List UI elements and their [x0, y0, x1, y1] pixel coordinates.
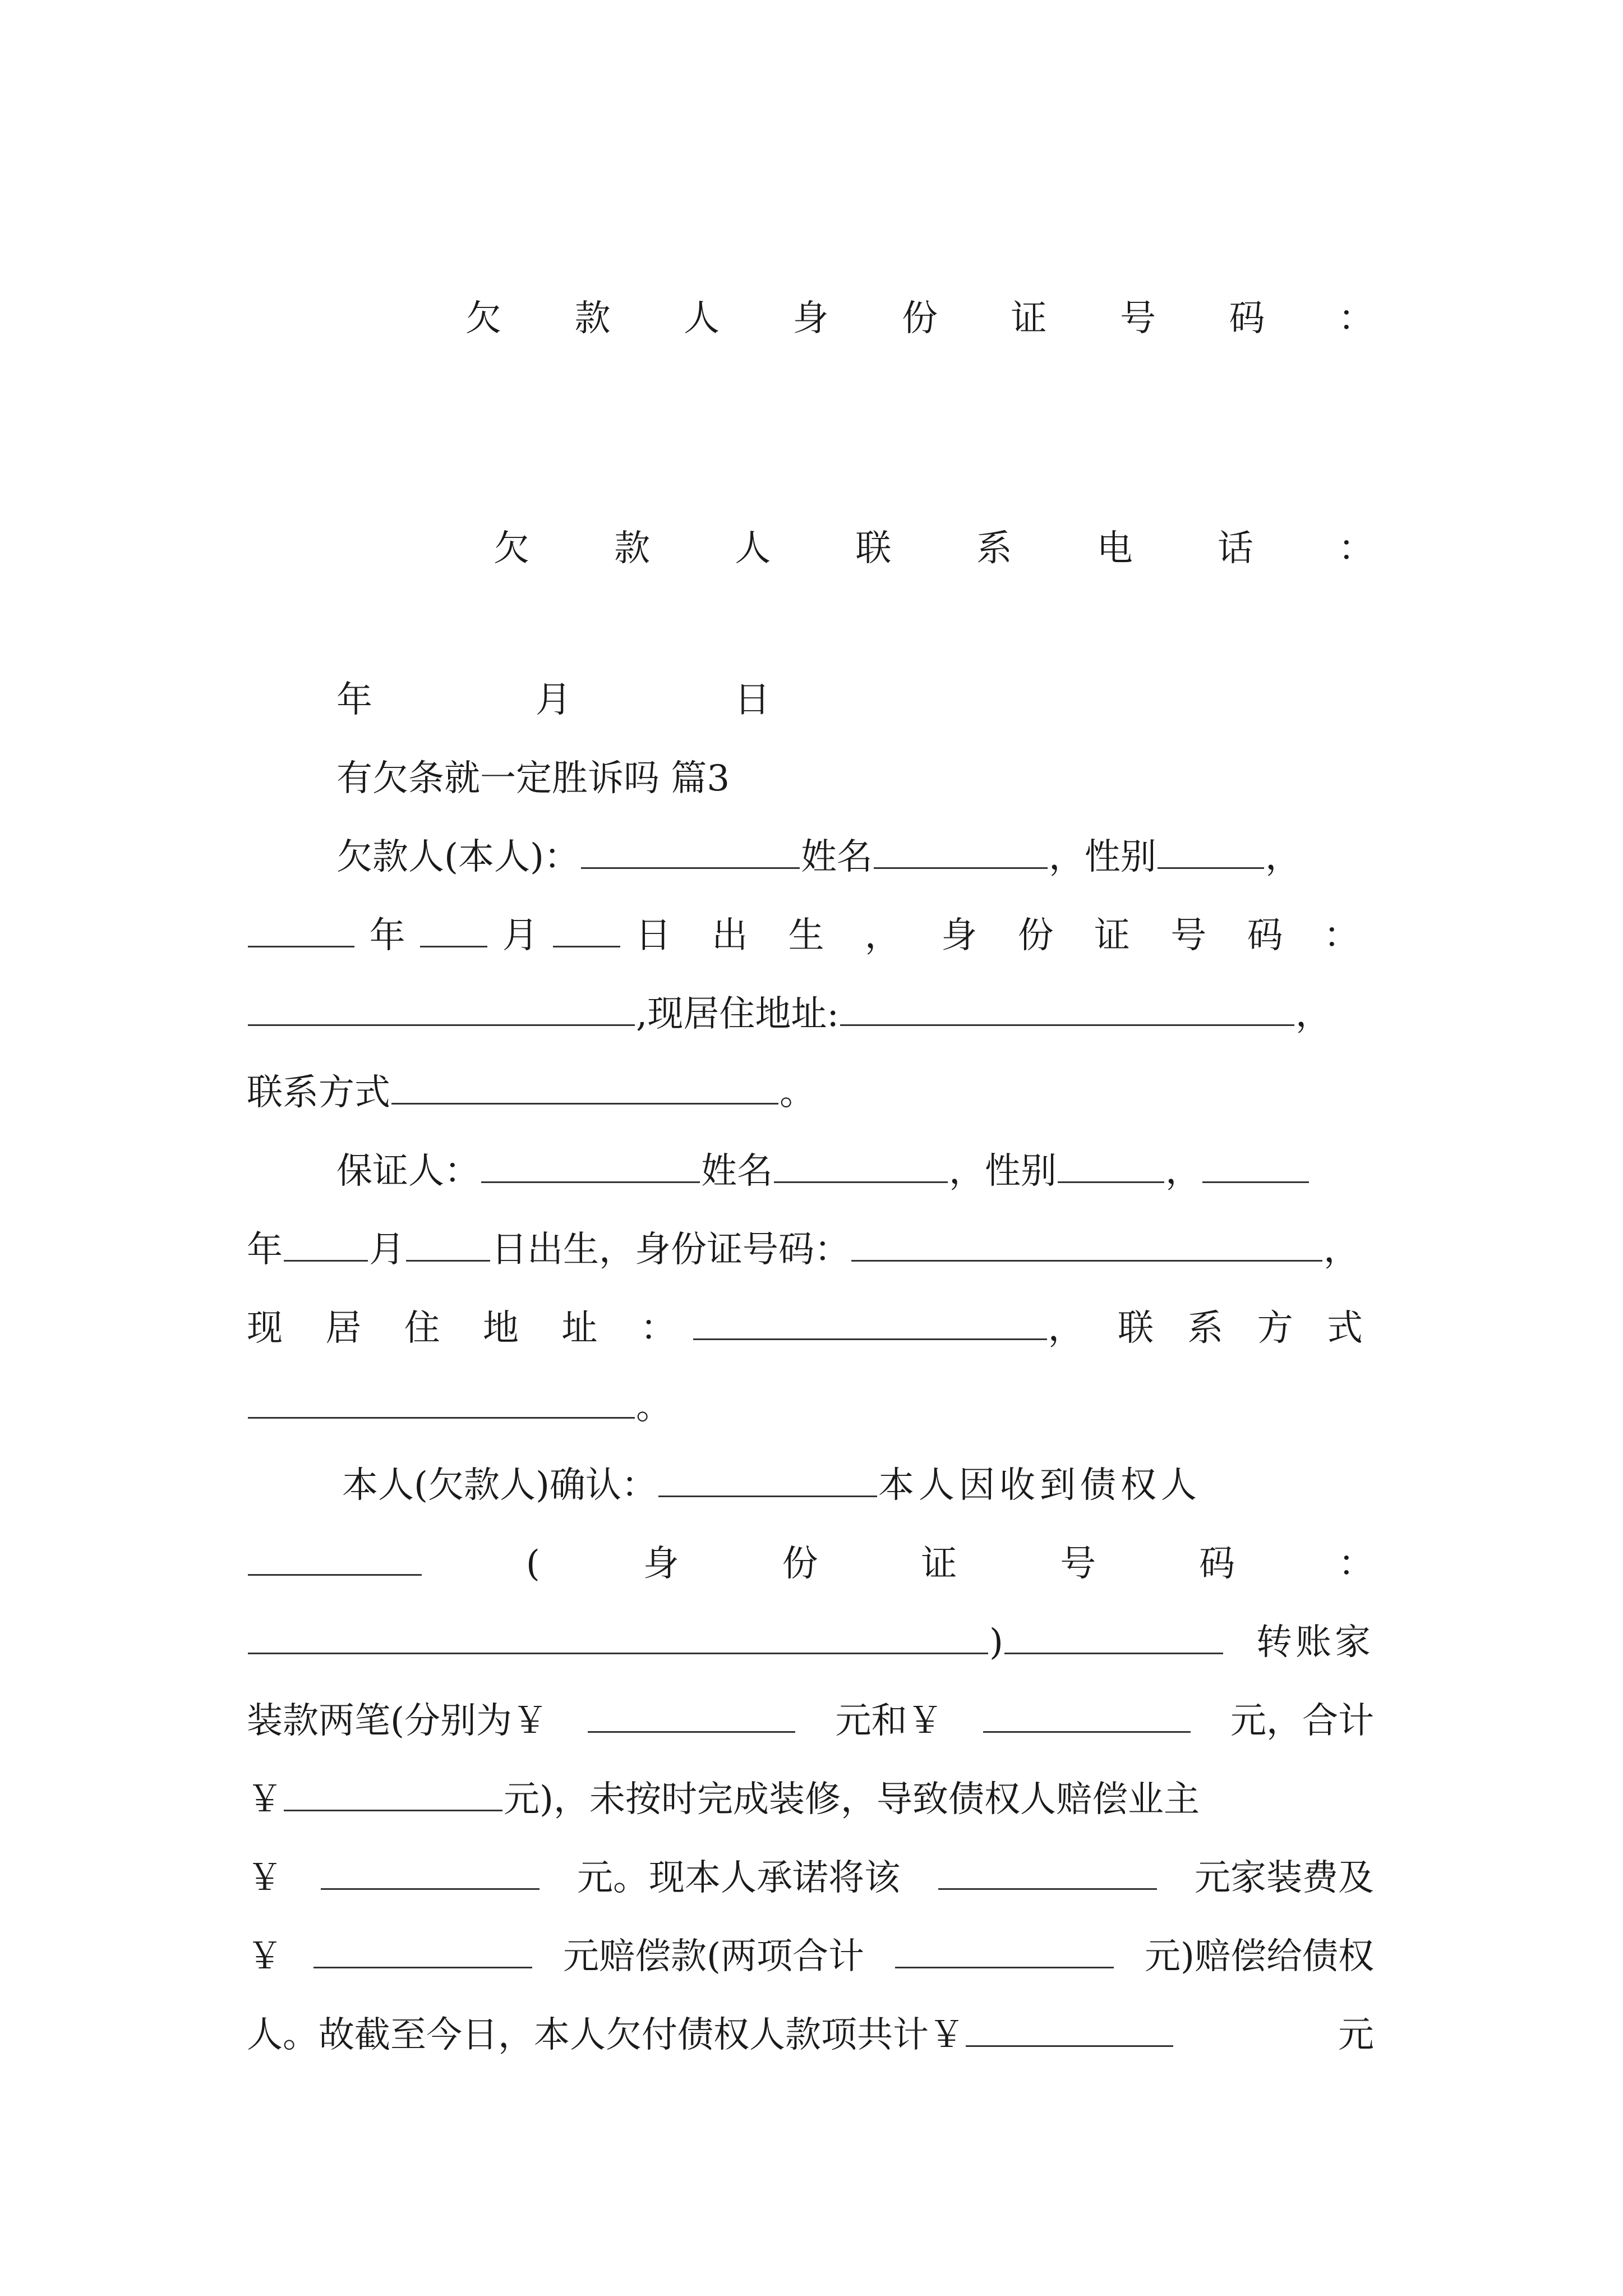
birth-month-blank[interactable] — [420, 910, 487, 947]
date-year: 年 — [336, 679, 372, 721]
p3-line4 — [247, 1694, 1374, 1748]
address-blank[interactable] — [693, 1303, 1047, 1340]
yuan-total-text: 元，合计 — [1230, 1700, 1374, 1742]
owner-compensation-blank[interactable] — [321, 1852, 540, 1890]
transfer-blank[interactable] — [1004, 1617, 1223, 1654]
yen-symbol: ￥ — [247, 1936, 283, 1977]
id-blank[interactable] — [248, 988, 635, 1026]
birth-day-blank[interactable] — [553, 910, 620, 947]
char: 号 — [1120, 298, 1156, 339]
yuan-end-text: 元 — [1338, 2014, 1374, 2056]
compensation-blank[interactable] — [313, 1931, 532, 1968]
owed-total-blank[interactable] — [966, 2009, 1173, 2047]
char: 系 — [976, 528, 1012, 569]
birth-month-blank[interactable] — [284, 1224, 368, 1262]
total-blank[interactable] — [284, 1774, 502, 1811]
char: 证 — [1011, 298, 1047, 339]
char: 身 — [643, 1543, 679, 1585]
char: 话 — [1217, 528, 1253, 569]
comma: ， — [1265, 836, 1301, 878]
gender-label: ，性别 — [1048, 836, 1156, 878]
p1-line2 — [247, 909, 1374, 963]
period: 。 — [636, 1386, 672, 1428]
creditor-blank[interactable] — [248, 1538, 422, 1576]
char: 份 — [902, 298, 938, 339]
name-label: 姓名 — [800, 836, 873, 878]
born-label: 日 出 生 ， 身 份 证 号 码 ： — [635, 915, 1374, 956]
yen-symbol: ￥ — [247, 1779, 283, 1820]
p3-line1 — [342, 1458, 1201, 1512]
address-label: 现 居 住 地 址 ： — [247, 1308, 692, 1349]
contact-blank[interactable] — [391, 1067, 778, 1105]
date-day: 日 — [734, 679, 771, 721]
address-label: ,现居住地址: — [636, 993, 839, 1035]
comma: ， — [1295, 993, 1331, 1035]
guarantor-blank[interactable] — [481, 1145, 700, 1183]
char: 码 — [1229, 298, 1265, 339]
gender-label: ，性别 — [949, 1151, 1057, 1192]
fee-blank[interactable] — [938, 1852, 1157, 1890]
char: 份 — [782, 1543, 818, 1585]
unfinished-text: 元)，未按时完成装修，导致债权人赔偿业主 — [504, 1779, 1200, 1820]
p3-line2 — [247, 1537, 1374, 1591]
comma: ， — [1165, 1151, 1201, 1192]
char: ： — [1338, 528, 1374, 569]
debtor-id-line — [465, 292, 1374, 346]
p1-line1 — [336, 830, 1301, 884]
char: 联 — [855, 528, 892, 569]
creditor-id-blank[interactable] — [248, 1617, 988, 1654]
p1-line3 — [247, 987, 1331, 1041]
birth-day-blank[interactable] — [406, 1224, 490, 1262]
gender-blank[interactable] — [1058, 1145, 1164, 1183]
year-label: 年 — [247, 1229, 283, 1271]
birth-year-blank[interactable] — [248, 910, 354, 947]
debtor-label: 欠款人(本人)： — [336, 836, 580, 878]
name-label: 姓名 — [701, 1151, 773, 1192]
char: 码 — [1199, 1543, 1235, 1585]
comma: ， — [1324, 1229, 1359, 1271]
name-blank[interactable] — [774, 1145, 948, 1183]
p2-line1 — [336, 1144, 1310, 1198]
born-label: 日出生，身份证号码： — [491, 1229, 850, 1271]
address-blank[interactable] — [840, 988, 1294, 1026]
promise-text: 元。现本人承诺将该 — [577, 1857, 900, 1899]
confirm-blank[interactable] — [658, 1460, 877, 1497]
char: 人 — [735, 528, 771, 569]
char: ： — [1338, 298, 1374, 339]
char: ： — [1338, 1543, 1374, 1585]
two-payments-text: 装款两笔(分别为￥ — [247, 1700, 548, 1742]
char: 欠 — [465, 298, 501, 339]
char: 人 — [684, 298, 720, 339]
char: 款 — [574, 298, 611, 339]
guarantor-label: 保证人： — [336, 1151, 480, 1192]
id-blank[interactable] — [851, 1224, 1322, 1262]
yuan-and-text: 元和￥ — [835, 1700, 943, 1742]
contact-label: 联系方式 — [247, 1072, 390, 1114]
transfer-text: 转账家 — [1256, 1622, 1374, 1663]
contact-label: ， 联 系 方 式 — [1048, 1308, 1374, 1349]
p2-line2 — [247, 1223, 1359, 1277]
payment2-blank[interactable] — [983, 1695, 1191, 1733]
person-text: 人。故截至今日，本人欠付债权人款项共计￥ — [247, 2014, 965, 2056]
char: 身 — [792, 298, 829, 339]
char: ( — [525, 1543, 540, 1585]
p3-line5 — [247, 1773, 1200, 1826]
close-paren: ) — [989, 1622, 1003, 1663]
char: 欠 — [494, 528, 529, 569]
received-text: 本人因收到债权人 — [878, 1465, 1201, 1506]
date-line — [336, 673, 770, 727]
debtor-phone-line — [494, 522, 1374, 576]
char: 款 — [614, 528, 651, 569]
contact-blank[interactable] — [248, 1381, 635, 1419]
fee-text: 元家装费及 — [1195, 1857, 1374, 1899]
payment1-blank[interactable] — [588, 1695, 795, 1733]
debtor-blank[interactable] — [581, 831, 800, 869]
birth-year-blank[interactable] — [1202, 1145, 1309, 1183]
compensation-text: 元赔偿款(两项合计 — [563, 1936, 864, 1977]
p1-line4 — [247, 1066, 815, 1120]
period: 。 — [780, 1072, 815, 1114]
p2-line3 — [247, 1301, 1374, 1355]
p3-line3 — [247, 1616, 1374, 1669]
name-blank[interactable] — [874, 831, 1048, 869]
yen-symbol: ￥ — [247, 1857, 283, 1899]
month-label: 月 — [502, 915, 538, 956]
month-label: 月 — [369, 1229, 405, 1271]
gender-blank[interactable] — [1158, 831, 1264, 869]
p2-line4 — [247, 1380, 672, 1434]
compensate-to-text: 元)赔偿给债权 — [1145, 1936, 1374, 1977]
year-label: 年 — [369, 915, 405, 956]
p3-line7 — [247, 1930, 1374, 1984]
p3-line6 — [247, 1851, 1374, 1905]
char: 号 — [1060, 1543, 1096, 1585]
char: 电 — [1096, 528, 1133, 569]
section-title: 有欠条就一定胜诉吗 篇3 — [336, 758, 730, 799]
confirm-label: 本人(欠款人)确认： — [342, 1465, 657, 1506]
p3-line8 — [247, 2008, 1374, 2062]
sum-blank[interactable] — [895, 1931, 1114, 1968]
char: 证 — [921, 1543, 957, 1585]
date-month: 月 — [535, 679, 571, 721]
